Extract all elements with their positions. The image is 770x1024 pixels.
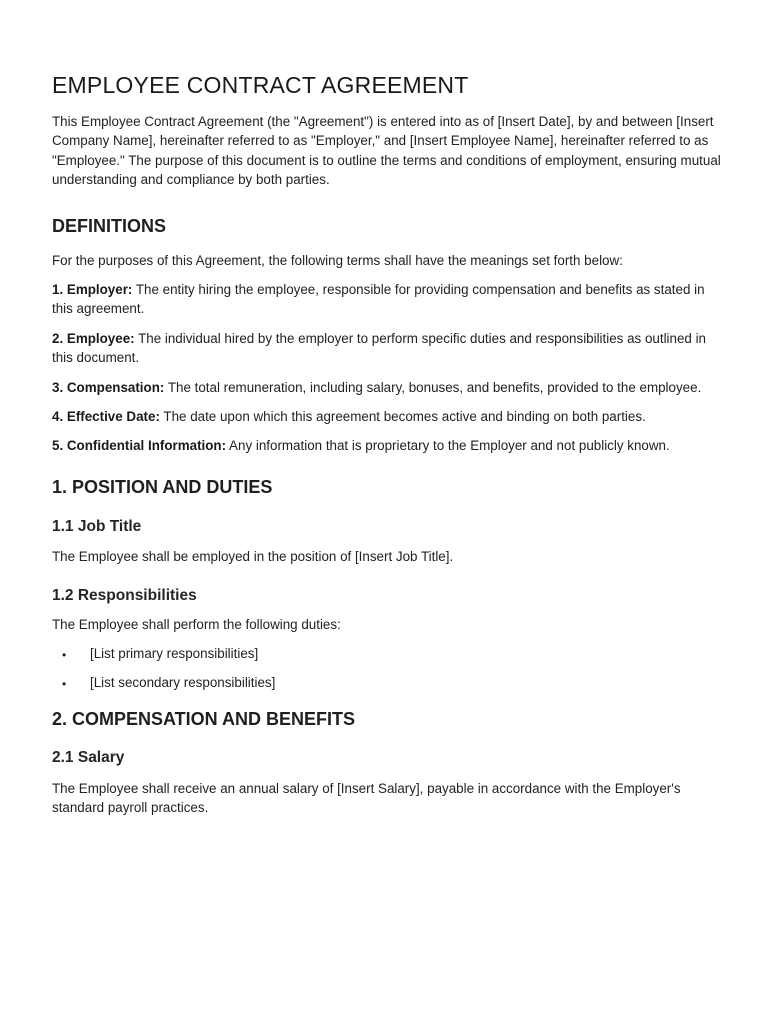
- bullet-icon: •: [62, 647, 67, 662]
- list-item: [52, 673, 722, 692]
- responsibilities-heading: 1.2 Responsibilities: [52, 587, 197, 605]
- definition-term: 2. Employee:: [52, 330, 135, 346]
- responsibilities-list: [52, 644, 722, 693]
- definition-term: 4. Effective Date:: [52, 409, 160, 425]
- job-title-text: The Employee shall be employed in the position of [Insert Job Title].: [52, 548, 454, 564]
- definition-item: [52, 378, 722, 397]
- job-title-heading: 1.1 Job Title: [52, 517, 142, 535]
- document-page: [52, 70, 722, 817]
- intro-paragraph: This Employee Contract Agreement (the "Agreement") is entered into as of [Insert Date], by and between [Insert Company Name], hereinafter referred to as "Employer," and [Insert Employee Name], hereinafter referred to as "Employee." The purpose of this document is to outline the terms and conditions of employment, ensuring mutual understanding and compliance by both parties.: [52, 114, 721, 188]
- definition-item: [52, 436, 722, 455]
- definition-text: The entity hiring the employee, responsible for providing compensation and benefits as stated in this agreement.: [52, 282, 705, 317]
- list-item: [52, 644, 722, 663]
- bullet-icon: •: [62, 677, 67, 692]
- salary-heading: 2.1 Salary: [52, 748, 125, 766]
- definition-text: The individual hired by the employer to perform specific duties and responsibilities as outlined in this document.: [52, 330, 707, 366]
- definition-text: Any information that is proprietary to the Employer and not publicly known.: [226, 438, 670, 454]
- definitions-lead: For the purposes of this Agreement, the following terms shall have the meanings set forth below:: [52, 252, 623, 268]
- definition-item: [52, 407, 722, 426]
- document-title: EMPLOYEE CONTRACT AGREEMENT: [52, 72, 469, 98]
- salary-text: The Employee shall receive an annual salary of [Insert Salary], payable in accordance with the Employer's standard payroll practices.: [52, 780, 681, 815]
- definition-term: 1. Employer:: [52, 282, 133, 298]
- definition-text: The date upon which this agreement becomes active and binding on both parties.: [159, 409, 646, 425]
- definition-term: 5. Confidential Information:: [52, 438, 227, 454]
- definition-item: [52, 329, 722, 368]
- list-item-text: [List secondary responsibilities]: [90, 675, 276, 691]
- definition-text: The total remuneration, including salary, bonuses, and benefits, provided to the employee.: [164, 379, 702, 395]
- definition-term: 3. Compensation:: [52, 379, 165, 395]
- compensation-heading: 2. COMPENSATION AND BENEFITS: [52, 708, 356, 729]
- list-item-text: [List primary responsibilities]: [90, 645, 259, 661]
- definitions-heading: DEFINITIONS: [52, 215, 167, 236]
- responsibilities-lead: The Employee shall perform the following duties:: [52, 617, 341, 633]
- position-duties-heading: 1. POSITION AND DUTIES: [52, 476, 273, 497]
- definition-item: [52, 280, 722, 319]
